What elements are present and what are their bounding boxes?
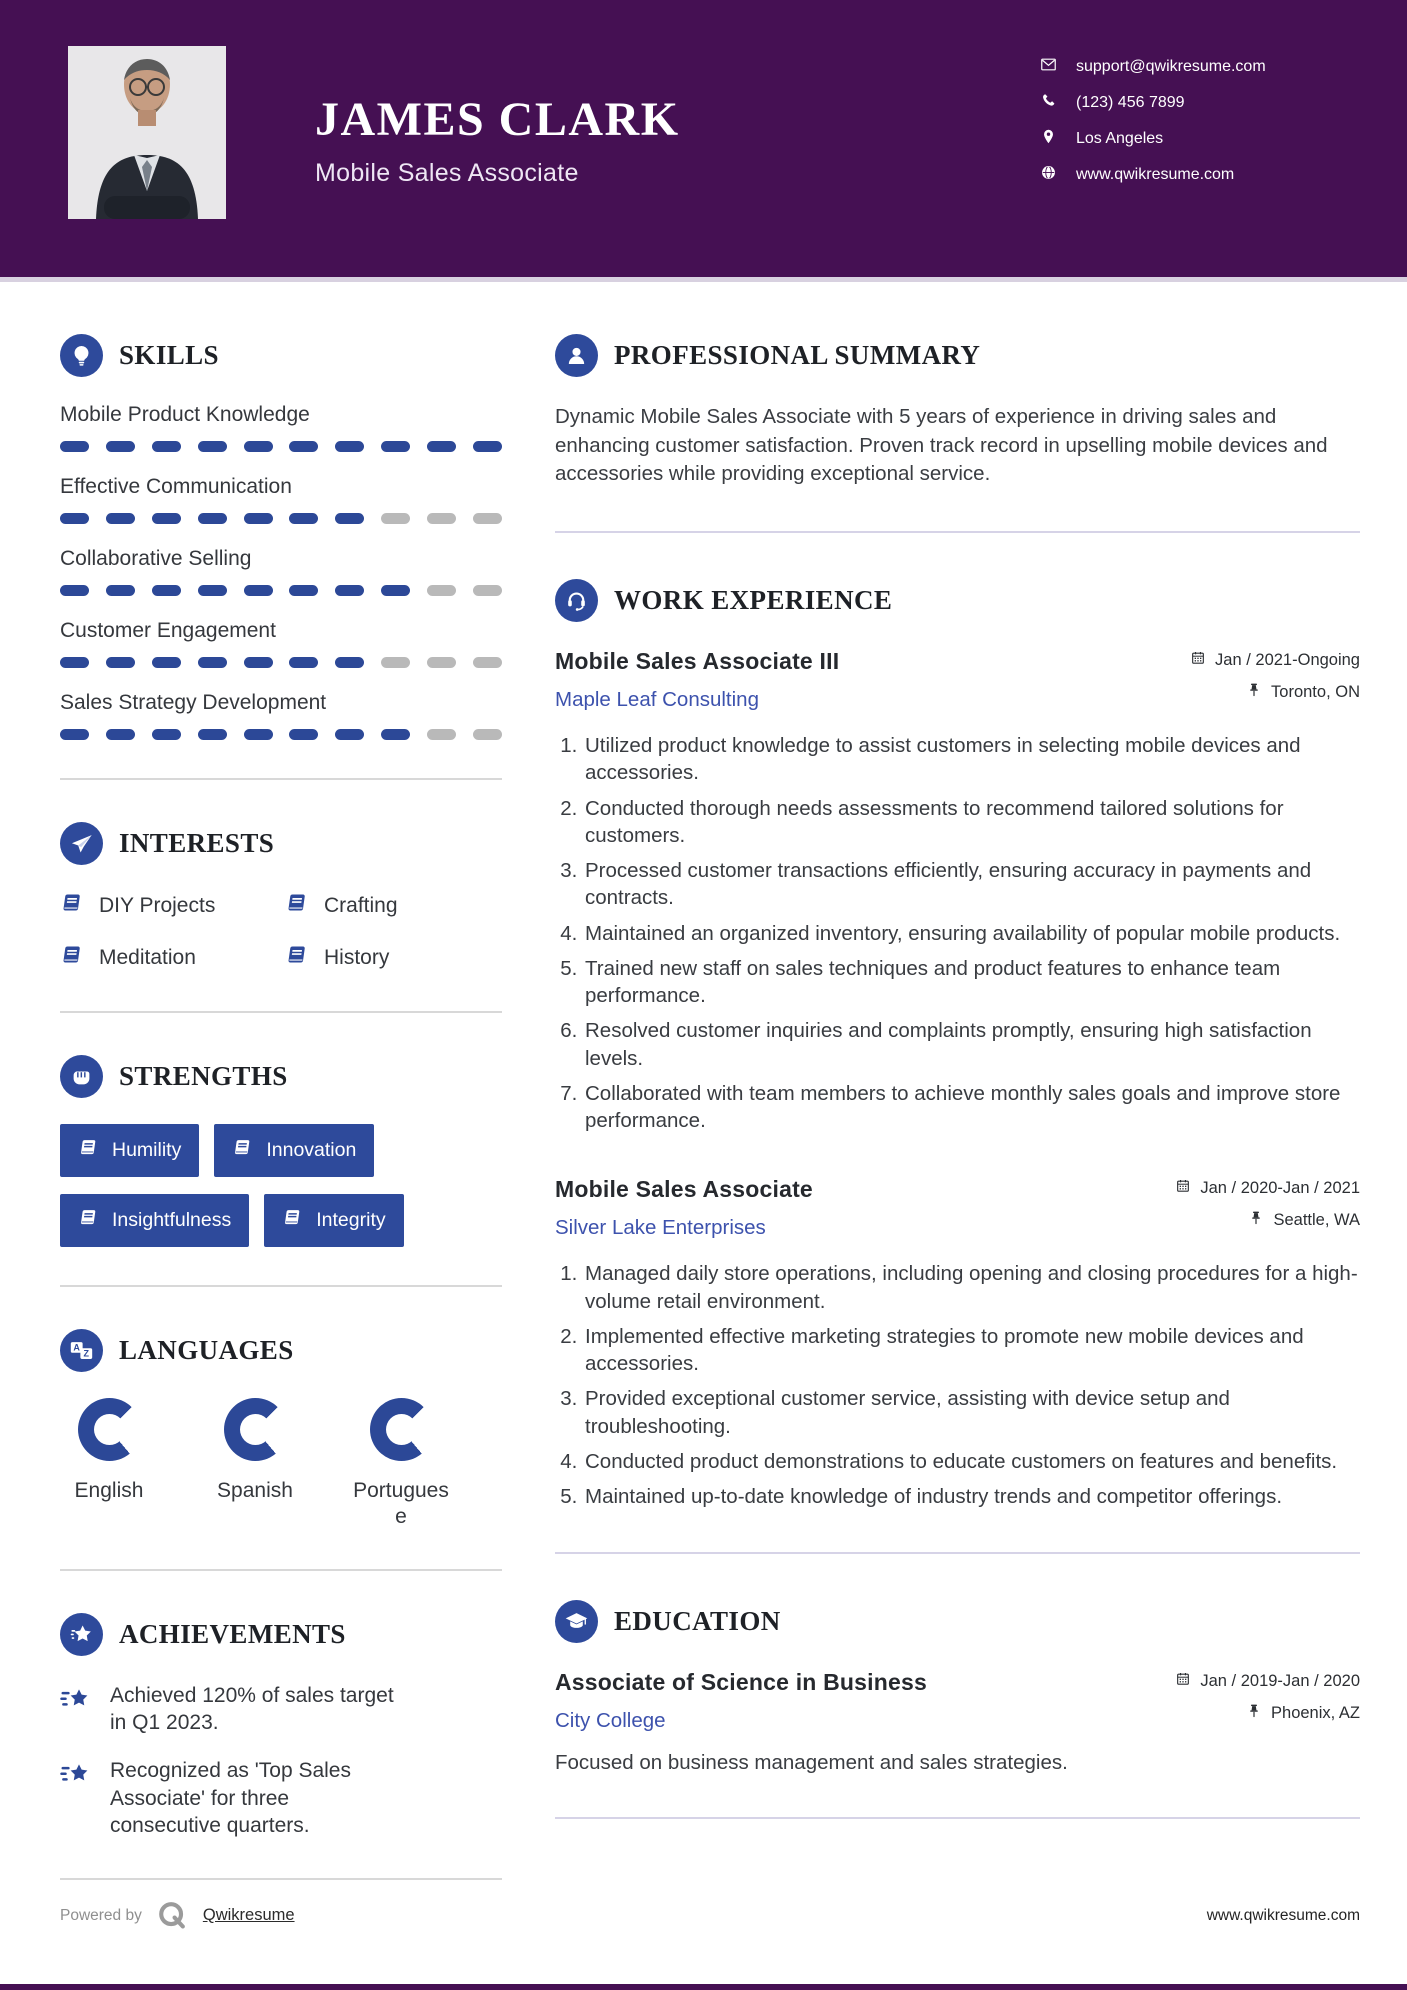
language-label: Portuguese: [353, 1479, 449, 1529]
bottom-accent-bar: [0, 1984, 1407, 1990]
pushpin-icon: [1248, 1210, 1264, 1231]
education-description: Focused on business management and sales strategies.: [555, 1751, 1068, 1775]
powered-by-label: Powered by: [60, 1906, 142, 1924]
job-bullet: 6. Resolved customer inquiries and complaints promptly, ensuring high satisfaction levels.: [583, 1017, 1360, 1072]
contact-text: www.qwikresume.com: [1076, 166, 1235, 183]
website-icon: [1040, 164, 1057, 186]
skill-dash: [335, 657, 364, 668]
job-bullet: 7. Collaborated with team members to achieve monthly sales goals and improve store performance.: [583, 1080, 1360, 1135]
job-bullet: 5. Trained new staff on sales techniques and product features to enhance team performance.: [583, 955, 1360, 1010]
strength-label: Humility: [112, 1139, 182, 1161]
job-bullet: 5. Maintained up-to-date knowledge of industry trends and competitor offerings.: [583, 1483, 1360, 1510]
skill-item: [60, 547, 502, 596]
skill-dash: [198, 657, 227, 668]
language-level-ring: [224, 1398, 287, 1461]
degree-title: Associate of Science in Business: [555, 1669, 927, 1696]
qwikresume-link[interactable]: Qwikresume: [202, 1906, 295, 1924]
contact-text: Los Angeles: [1076, 130, 1164, 147]
skill-dash: [244, 729, 273, 740]
interest-label: Meditation: [99, 946, 196, 969]
interest-item: [285, 943, 502, 973]
strength-chip: [264, 1194, 403, 1247]
calendar-icon: [1175, 1178, 1191, 1199]
interest-item: [285, 891, 502, 921]
skill-dash: [427, 729, 456, 740]
strength-label: Innovation: [266, 1139, 357, 1161]
skill-dash: [473, 585, 502, 596]
achievement-item: [60, 1757, 400, 1840]
education-location: Phoenix, AZ: [1175, 1703, 1360, 1724]
left-column: [60, 334, 502, 1922]
language-item: [60, 1398, 158, 1531]
contact-row[interactable]: [1040, 128, 1266, 150]
skill-dash: [335, 513, 364, 524]
header: [0, 0, 1407, 277]
language-label: Spanish: [217, 1479, 293, 1502]
skill-dash: [198, 513, 227, 524]
job-dates: [1190, 650, 1360, 671]
section-divider: [60, 1569, 502, 1571]
book-icon: [78, 1207, 99, 1234]
job-header: [555, 648, 1360, 714]
skill-item: [60, 475, 502, 524]
skill-label: Effective Communication: [60, 475, 292, 498]
language-label: English: [74, 1479, 144, 1502]
skill-dash: [152, 585, 181, 596]
skill-dash: [473, 513, 502, 524]
contact-row[interactable]: [1040, 56, 1266, 78]
skill-dash: [152, 657, 181, 668]
job-location: [1175, 1210, 1360, 1231]
skill-dash: [60, 441, 89, 452]
skill-level-bar: [60, 441, 502, 452]
languages-section-heading: [60, 1329, 502, 1372]
skill-dash: [198, 729, 227, 740]
job-bullet: 3. Provided exceptional customer service, assisting with device setup and troubleshooting.: [583, 1385, 1360, 1440]
education-dates: Jan / 2019-Jan / 2020: [1175, 1671, 1360, 1692]
strength-chip: [214, 1124, 374, 1177]
location-icon: [1040, 128, 1057, 150]
person-title: Mobile Sales Associate: [315, 159, 579, 187]
company-name: Maple Leaf Consulting: [555, 688, 759, 712]
skill-dash: [473, 729, 502, 740]
skill-dash: [106, 657, 135, 668]
location-text: Seattle, WA: [1273, 1211, 1360, 1230]
skill-label: Mobile Product Knowledge: [60, 403, 310, 426]
skill-level-bar: [60, 729, 502, 740]
interest-label: DIY Projects: [99, 894, 216, 917]
skill-dash: [427, 585, 456, 596]
section-divider: [60, 1878, 502, 1880]
translate-icon: [60, 1329, 103, 1372]
school-name: City College: [555, 1709, 666, 1733]
language-level-ring: [370, 1398, 433, 1461]
calendar-icon: [1175, 1671, 1191, 1692]
skill-dash: [289, 441, 318, 452]
job-header: [555, 1176, 1360, 1242]
job-bullet: 2. Implemented effective marketing strategies to promote new mobile devices and accessories.: [583, 1323, 1360, 1378]
experience-section-heading: [555, 579, 1360, 622]
achievement-text: Achieved 120% of sales target in Q1 2023.: [110, 1683, 394, 1735]
skill-dash: [60, 657, 89, 668]
interest-item: [60, 891, 277, 921]
contact-text: support@qwikresume.com: [1076, 58, 1266, 75]
skill-dash: [427, 441, 456, 452]
section-divider: [555, 1817, 1360, 1819]
skill-dash: [381, 513, 410, 524]
skill-dash: [244, 441, 273, 452]
person-name: JAMES CLARK: [315, 93, 680, 146]
skill-dash: [381, 657, 410, 668]
section-divider: [555, 531, 1360, 533]
achievement-text: Recognized as 'Top Sales Associate' for three consecutive quarters.: [110, 1758, 351, 1838]
interest-label: Crafting: [324, 894, 398, 917]
education-section-heading: [555, 1600, 1360, 1643]
section-divider: [555, 1552, 1360, 1554]
job-bullet: 4. Conducted product demonstrations to educate customers on features and benefits.: [583, 1448, 1360, 1475]
footer: [60, 1899, 1360, 1932]
book-icon: [232, 1137, 253, 1164]
achievement-item: [60, 1682, 400, 1737]
skill-dash: [335, 729, 364, 740]
person-icon: [555, 334, 598, 377]
section-divider: [60, 1285, 502, 1287]
qwikresume-logo-icon: [156, 1899, 189, 1932]
contact-list: [1040, 56, 1266, 186]
achievements-list: [60, 1682, 502, 1841]
job-title: Mobile Sales Associate III: [555, 648, 840, 675]
strength-label: Insightfulness: [112, 1209, 232, 1231]
skill-dash: [106, 585, 135, 596]
skill-dash: [381, 585, 410, 596]
contact-text: (123) 456 7899: [1076, 94, 1185, 111]
job-bullet-list: [555, 1260, 1360, 1510]
languages-list: [60, 1398, 502, 1531]
job-dates: [1175, 1178, 1360, 1199]
job-meta: [1190, 648, 1360, 714]
dates-text: Jan / 2021-Ongoing: [1215, 651, 1360, 670]
book-icon: [78, 1137, 99, 1164]
interests-list: [60, 891, 502, 973]
job-title-block: [555, 648, 839, 712]
section-title: EDUCATION: [614, 1606, 781, 1637]
job-title-block: [555, 1176, 813, 1240]
skill-dash: [381, 441, 410, 452]
svg-text:Z: Z: [83, 1348, 89, 1359]
education-entry: [555, 1669, 1360, 1775]
shooting-star-icon: [60, 1757, 93, 1798]
skill-dash: [60, 729, 89, 740]
book-icon: [60, 891, 84, 921]
skills-list: [60, 403, 502, 740]
book-icon: [285, 891, 309, 921]
skill-level-bar: [60, 585, 502, 596]
skill-dash: [106, 441, 135, 452]
skill-dash: [244, 657, 273, 668]
skill-dash: [244, 513, 273, 524]
strength-chip: [60, 1194, 249, 1247]
section-title: SKILLS: [119, 340, 219, 370]
language-item: [352, 1398, 450, 1531]
section-title: PROFESSIONAL SUMMARY: [614, 340, 981, 370]
skill-dash: [427, 513, 456, 524]
company-name: Silver Lake Enterprises: [555, 1216, 766, 1240]
skill-dash: [244, 585, 273, 596]
job-bullet-list: [555, 732, 1360, 1134]
skill-dash: [289, 513, 318, 524]
interests-section-heading: [60, 822, 502, 865]
contact-row[interactable]: [1040, 164, 1266, 186]
pushpin-icon: [1246, 1703, 1262, 1724]
lightbulb-icon: [60, 334, 103, 377]
skill-dash: [152, 729, 181, 740]
fist-icon: [60, 1055, 103, 1098]
location-text: Toronto, ON: [1271, 683, 1360, 702]
summary-text: Dynamic Mobile Sales Associate with 5 years of experience in driving sales and enhancing customer satisfaction. Proven track record in upselling mobile devices and accessories while providing exceptional service.: [555, 405, 1328, 486]
skill-dash: [106, 729, 135, 740]
graduation-cap-icon: [555, 1600, 598, 1643]
job-bullet: 2. Conducted thorough needs assessments to recommend tailored solutions for customers.: [583, 795, 1360, 850]
skill-label: Customer Engagement: [60, 619, 276, 642]
section-title: ACHIEVEMENTS: [119, 1618, 346, 1649]
strength-chip: [60, 1124, 199, 1177]
language-level-ring: [78, 1398, 141, 1461]
footer-website[interactable]: www.qwikresume.com: [1206, 1906, 1360, 1924]
achievements-section-heading: [60, 1613, 502, 1656]
skill-dash: [335, 585, 364, 596]
skill-dash: [473, 657, 502, 668]
summary-section-heading: [555, 334, 1360, 377]
skill-dash: [198, 441, 227, 452]
skill-dash: [152, 441, 181, 452]
section-title: INTERESTS: [119, 828, 275, 858]
job-bullet: 1. Utilized product knowledge to assist customers in selecting mobile devices and accessories.: [583, 732, 1360, 787]
job-meta: [1175, 1176, 1360, 1242]
email-icon: [1040, 56, 1057, 78]
strength-label: Integrity: [316, 1209, 386, 1231]
book-icon: [282, 1207, 303, 1234]
star-circle-icon: [60, 1613, 103, 1656]
skill-item: [60, 691, 502, 740]
interest-item: [60, 943, 277, 973]
skill-level-bar: [60, 657, 502, 668]
job-title: Mobile Sales Associate: [555, 1176, 813, 1203]
skill-label: Sales Strategy Development: [60, 691, 327, 714]
job-entry: [555, 1176, 1360, 1510]
right-column: [555, 334, 1360, 1865]
strengths-section-heading: [60, 1055, 502, 1098]
job-bullet: 3. Processed customer transactions efficiently, ensuring accuracy in payments and contracts.: [583, 857, 1360, 912]
section-title: LANGUAGES: [119, 1335, 294, 1365]
skill-dash: [427, 657, 456, 668]
section-title: STRENGTHS: [119, 1061, 288, 1091]
job-location: [1190, 682, 1360, 703]
skill-level-bar: [60, 513, 502, 524]
experience-list: [555, 648, 1360, 1510]
skill-dash: [289, 729, 318, 740]
skill-dash: [335, 441, 364, 452]
section-divider: [60, 1011, 502, 1013]
skill-item: [60, 403, 502, 452]
profile-photo: [68, 46, 226, 219]
language-item: [206, 1398, 304, 1531]
job-bullet: 1. Managed daily store operations, including opening and closing procedures for a high-volume retail environment.: [583, 1260, 1360, 1315]
paper-plane-icon: [60, 822, 103, 865]
skill-dash: [106, 513, 135, 524]
skill-dash: [60, 585, 89, 596]
skill-dash: [60, 513, 89, 524]
shooting-star-icon: [60, 1682, 93, 1723]
book-icon: [60, 943, 84, 973]
skill-dash: [152, 513, 181, 524]
contact-row[interactable]: [1040, 92, 1266, 114]
strengths-list: [60, 1124, 502, 1247]
phone-icon: [1040, 92, 1057, 114]
section-title: WORK EXPERIENCE: [614, 585, 893, 616]
skill-item: [60, 619, 502, 668]
skill-dash: [289, 585, 318, 596]
pushpin-icon: [1246, 682, 1262, 703]
svg-text:A: A: [73, 1342, 80, 1353]
calendar-icon: [1190, 650, 1206, 671]
skill-dash: [473, 441, 502, 452]
dates-text: Jan / 2020-Jan / 2021: [1200, 1179, 1360, 1198]
skill-dash: [198, 585, 227, 596]
job-bullet: 4. Maintained an organized inventory, ensuring availability of popular mobile products.: [583, 920, 1360, 947]
headset-icon: [555, 579, 598, 622]
skill-dash: [289, 657, 318, 668]
section-divider: [60, 778, 502, 780]
interest-label: History: [324, 946, 390, 969]
book-icon: [285, 943, 309, 973]
skills-section-heading: [60, 334, 502, 377]
skill-label: Collaborative Selling: [60, 547, 252, 570]
job-entry: [555, 648, 1360, 1134]
skill-dash: [381, 729, 410, 740]
